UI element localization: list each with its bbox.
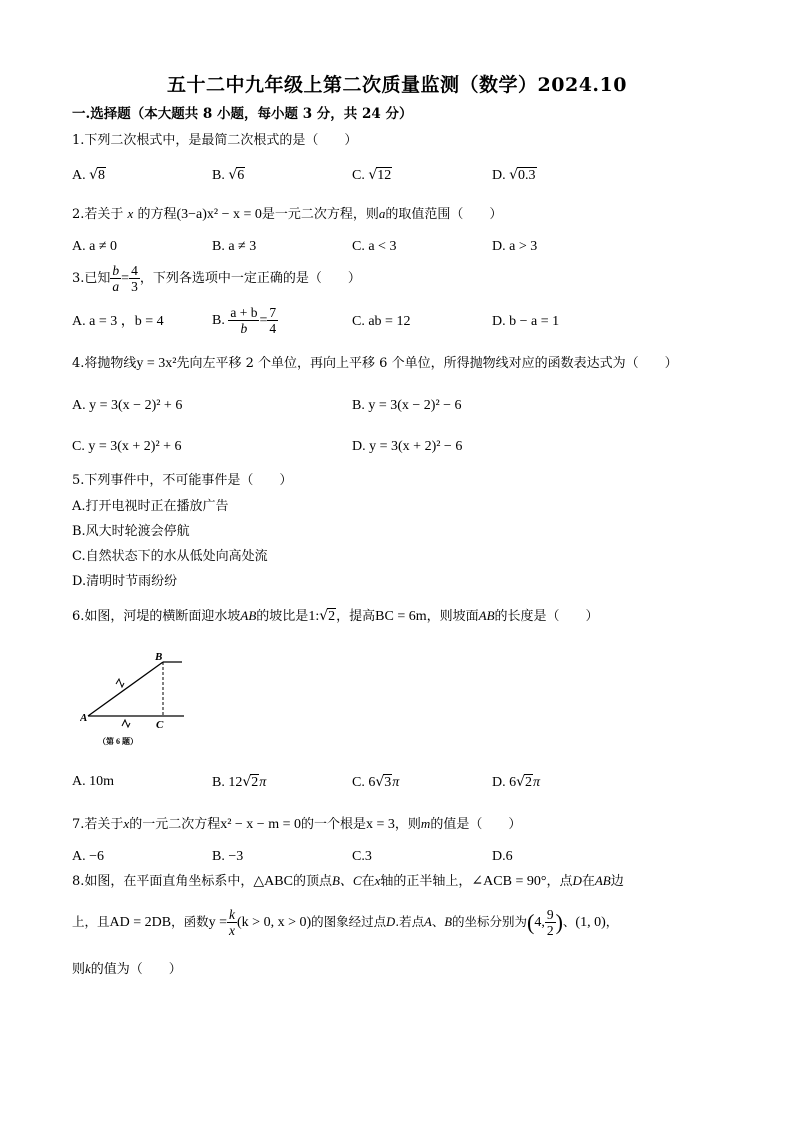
section-heading: 一.选择题（本大题共 8 小题，每小题 3 分，共 24 分） [72,106,413,122]
q5-option-a: A.打开电视时正在播放广告 [72,499,229,514]
label-a: A [80,712,88,724]
question-8-line-1: 8.如图，在平面直角坐标系中，△ABC的顶点B、C在x轴的正半轴上，∠ACB = 90°，点D在AB边 [72,873,624,889]
question-8-line-3: 则k的值为（ ） [72,961,182,977]
q1-option-a: A. √8 [72,167,106,183]
fraction-b-over-a: $\frac{b}{a}$ [112,263,120,294]
question-1-stem: 1.下列二次根式中，是最简二次根式的是（ ） [72,133,358,148]
figure-caption: （第 6 题） [98,737,138,746]
q7-option-c: C.3 [352,849,372,864]
fraction-4-over-3: $\frac{4}{3}$ [131,263,138,294]
q5-option-d: D.清明时节雨纷纷 [72,574,178,589]
question-5-stem: 5.下列事件中，不可能事件是（ ） [72,473,293,488]
q1-option-c: C. √12 [352,167,392,183]
q4-option-a: A. y = 3(x − 2)² + 6 [72,398,183,413]
question-3-stem: 3.已知 $\frac{b}{a}$ = $\frac{4}{3}$ ，下列各选项中一定正确的是（ ） [72,263,361,294]
q2-option-c: C. a < 3 [352,239,397,254]
q6-option-d: D. 6√2π [492,774,541,790]
q4-option-d: D. y = 3(x + 2)² − 6 [352,439,463,454]
slope-figure [80,648,190,750]
q3-option-b: B. $\frac{a + b}{b}$ = $\frac{7}{4}$ [212,305,277,337]
q1-option-d: D. √0.3 [492,167,536,183]
q7-option-d: D.6 [492,849,513,864]
q7-option-b: B. −3 [212,849,244,864]
question-6-stem: 6.如图，河堤的横断面迎水坡AB的坡比是1:√2，提高BC = 6m，则坡面AB的长度是（ ） [72,608,599,624]
slope-line-ab [88,662,163,716]
q1-option-b: B. √6 [212,167,245,183]
q4-option-b: B. y = 3(x − 2)² − 6 [352,398,462,413]
q2-option-b: B. a ≠ 3 [212,239,257,254]
q3-option-d: D. b − a = 1 [492,314,560,329]
question-7-stem: 7.若关于x的一元二次方程x² − x − m = 0的一个根是x = 3，则m的值是（ ） [72,816,522,832]
question-8-line-2: 上，且AD = 2DB，函数y = $\frac{k}{x}$ (k > 0, x > 0)的图象经过点D.若点A、B的坐标分别为(4, $\frac{9}{2}$ )、(1, 0)， [72,907,619,938]
q5-option-c: C.自然状态下的水从低处向高处流 [72,549,268,564]
label-c: C [156,719,164,731]
q3-option-a: A. a = 3 ，b = 4 [72,314,164,329]
q2-option-d: D. a > 3 [492,239,538,254]
q7-option-a: A. −6 [72,849,105,864]
page-title: 五十二中九年级上第二次质量监测（数学）2024.10 [167,74,627,96]
water-mark-icon [122,720,130,727]
q3-option-c: C. ab = 12 [352,314,411,329]
q5-option-b: B.风大时轮渡会停航 [72,524,190,539]
water-mark-icon [116,679,124,687]
q2-option-a: A. a ≠ 0 [72,239,118,254]
q6-option-b: B. 12√2π [212,774,267,790]
question-4-stem: 4.将抛物线y = 3x²先向左平移 2 个单位，再向上平移 6 个单位，所得抛物线对应的函数表达式为（ ） [72,356,678,371]
question-2-stem: 2.若关于 x 的方程(3−a)x² − x = 0是一元二次方程，则a的取值范围（ ） [72,206,503,222]
q4-option-c: C. y = 3(x + 2)² + 6 [72,439,182,454]
q6-option-a: A. 10m [72,774,114,789]
label-b: B [155,651,163,663]
q6-option-c: C. 6√3π [352,774,400,790]
